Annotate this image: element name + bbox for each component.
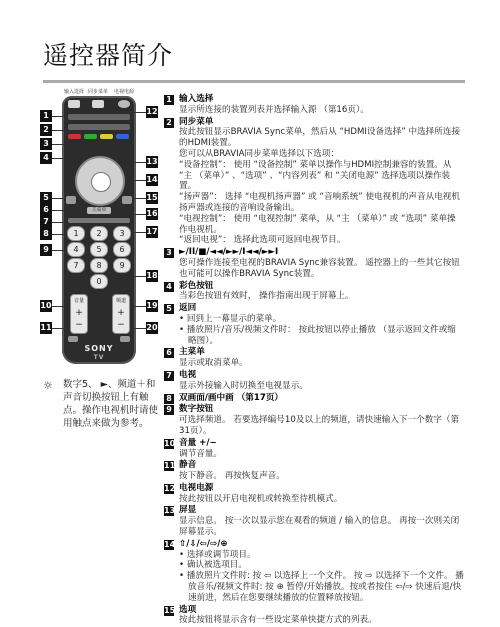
item-heading: 电视 <box>179 369 197 380</box>
item-bullet <box>179 550 464 561</box>
volume-label: 音量 <box>73 298 84 304</box>
key-8[interactable]: 8 <box>90 258 108 273</box>
dpad-center-button[interactable] <box>91 172 111 192</box>
channel-label: 频道 <box>115 298 126 304</box>
item-text: 当彩色按钮有效时， 操作指南出现于屏幕上。 <box>179 291 354 302</box>
key-4[interactable]: 4 <box>67 242 85 257</box>
item-text: 调节音量。 <box>179 448 222 459</box>
power-button[interactable] <box>118 100 130 108</box>
leader-line <box>134 276 146 277</box>
page-title: 遥控器简介 <box>43 41 174 70</box>
key-5[interactable]: 5 <box>90 242 108 257</box>
description-item <box>164 438 464 460</box>
leader-line <box>134 162 146 163</box>
bullet-text: 回到上一幕显示的菜单。 <box>186 313 282 324</box>
label-1: 1 <box>40 110 52 122</box>
leader-line <box>134 232 146 233</box>
item-text: 显示外接输入时切换至电视显示。 <box>179 380 308 391</box>
title-rule <box>43 80 465 83</box>
description-item <box>164 393 464 404</box>
description-item <box>164 94 464 116</box>
label-18: 18 <box>146 271 158 280</box>
item-number: 5 <box>164 304 174 314</box>
item-heading: 返回 <box>179 303 197 314</box>
label-3: 3 <box>40 138 52 150</box>
bullet-text: 播放照片文件时: 按 ⇦ 以选择上一个文件。 按 ⇨ 以选择下一个文件。 播放音乐/视频文件时: 按 ⊕ 暂停/开始播放。按或者按住 ⇦/⇨ 快速后退/快速前进，然后在您要继续播放的位置释放按钮。 <box>186 571 464 603</box>
item-bullet <box>179 560 464 571</box>
description-item <box>164 404 464 436</box>
tip-note <box>43 378 163 430</box>
key-0[interactable]: 0 <box>90 274 108 289</box>
leader-line <box>134 306 146 307</box>
remote-illustration <box>40 89 160 366</box>
sony-logo: SONY <box>84 344 114 353</box>
sync-top-label: 同步菜单 <box>88 89 109 95</box>
item-heading: 屏显 <box>179 505 197 516</box>
label-5: 5 <box>40 192 52 204</box>
description-item <box>164 370 464 392</box>
item-text: 您可操作连接至电视的BRAVIA Sync兼容装置。 遥控器上的一些其它按钮也可能可以操作BRAVIA Sync装置。 <box>179 257 460 279</box>
bullet-text: 选择或调节项目。 <box>186 549 256 560</box>
volume-rocker[interactable]: 音量 + − <box>70 294 88 334</box>
leader-line <box>52 250 64 251</box>
leader-line <box>52 328 64 329</box>
label-13: 13 <box>146 157 158 166</box>
item-number: 9 <box>164 405 174 415</box>
item-number: 15 <box>164 605 176 615</box>
green-button[interactable] <box>84 134 97 139</box>
bullet-dot: • <box>179 313 187 324</box>
label-2: 2 <box>40 124 52 136</box>
leader-line <box>52 144 64 145</box>
item-number: 4 <box>164 282 174 292</box>
playback-buttons[interactable] <box>68 114 130 120</box>
leader-line <box>52 234 64 235</box>
item-heading: 数字按钮 <box>179 404 214 415</box>
item-text: “扬声器”： 选择 “电视机扬声器” 或 “音响系统” 使电视机的声音从电视机扬声器或连接的音响设备输出。 <box>179 192 460 213</box>
item-text: “设备控制”： 使用 “设备控制” 菜单以操作与HDMI控制兼容的装置。从 “主 （菜单）” 、“选项” 、“内容列表” 和 “关闭电源” 选择选项以操作装置。 <box>179 159 452 192</box>
item-bullet <box>179 325 464 347</box>
leader-line <box>52 158 64 159</box>
leader-line <box>134 214 146 215</box>
item-text: 按此按钮显示BRAVIA Sync菜单，然后从 “HDMI设备选择” 中选择所连接的HDMI装置。 <box>179 127 461 149</box>
label-14: 14 <box>146 175 158 184</box>
description-item <box>164 303 464 346</box>
lightbulb-icon: ☼ <box>43 379 53 392</box>
options-button[interactable] <box>122 196 132 204</box>
item-number: 8 <box>164 394 174 404</box>
yellow-button[interactable] <box>100 134 113 139</box>
item-heading: ►/II/■/◄◄/►►/I◄◄/►►I <box>179 247 279 258</box>
label-8: 8 <box>40 228 52 240</box>
description-item <box>164 117 464 247</box>
button-descriptions <box>164 94 464 627</box>
leader-line <box>52 116 64 117</box>
input-button[interactable] <box>68 100 80 108</box>
item-heading: 音量 +/− <box>179 437 217 448</box>
item-number: 3 <box>164 248 174 258</box>
tv-pip-buttons[interactable] <box>68 218 130 223</box>
item-number: 6 <box>164 348 174 358</box>
item-number: 7 <box>164 371 174 381</box>
item-heading: 静音 <box>179 460 197 471</box>
leader-line <box>134 112 146 113</box>
item-text: 显示所连接的装置列表并选择输入源 （第16页）。 <box>179 104 369 115</box>
item-text: 按此按钮以开启电视机或转换至待机模式。 <box>179 493 343 504</box>
item-heading: 双画面/画中画 （第17页） <box>179 392 284 403</box>
channel-rocker[interactable]: 频道 + − <box>112 294 130 334</box>
description-item <box>164 505 464 537</box>
power-top-label: 电视电源 <box>114 89 135 95</box>
label-20: 20 <box>146 323 158 332</box>
label-7: 7 <box>40 216 52 228</box>
red-button[interactable] <box>68 134 81 139</box>
tv-button[interactable] <box>120 336 130 342</box>
description-item <box>164 539 464 604</box>
item-number: 14 <box>164 539 176 549</box>
home-button[interactable]: 主菜单 <box>87 207 111 214</box>
key-7[interactable]: 7 <box>67 258 85 273</box>
label-19: 19 <box>146 301 158 310</box>
label-11: 11 <box>40 323 52 332</box>
leader-line <box>52 198 64 199</box>
bullet-text: 确认被选项目。 <box>186 560 247 571</box>
description-item <box>164 605 464 627</box>
key-3[interactable]: 3 <box>113 226 131 241</box>
input-top-label: 输入选择 <box>64 89 85 95</box>
item-heading: 输入选择 <box>179 94 214 104</box>
item-text: 您可以从BRAVIA同步菜单选择以下选项： <box>179 148 340 159</box>
item-text: “电视控制”： 使用 “电视控制” 菜单，从 “主 （菜单）” 或 “选项” 菜单操作电视机。 <box>179 213 456 235</box>
item-number: 12 <box>164 483 176 493</box>
label-4: 4 <box>40 152 52 164</box>
item-text: 显示或取消菜单。 <box>179 358 248 369</box>
remote-body <box>62 89 136 364</box>
key-2[interactable]: 2 <box>90 226 108 241</box>
description-item <box>164 483 464 505</box>
leader-line <box>52 210 64 211</box>
sync-menu-button[interactable] <box>92 100 104 108</box>
key-1[interactable]: 1 <box>67 226 85 241</box>
item-number: 1 <box>164 95 174 105</box>
playback-buttons-2[interactable] <box>68 124 130 130</box>
item-text: 按下静音。 再按恢复声音。 <box>179 471 285 482</box>
bullet-dot: • <box>179 571 187 582</box>
item-heading: 主菜单 <box>179 347 205 358</box>
item-text: 显示信息。 按一次以显示您在观看的频道 / 输入的信息。 再按一次则关闭屏幕显示。 <box>179 516 460 538</box>
leader-line <box>134 198 146 199</box>
label-12: 12 <box>146 107 158 116</box>
item-heading: ⇧/⇩/⇦/⇨/⊕ <box>179 538 228 549</box>
tv-label: TV <box>93 354 105 361</box>
item-number: 2 <box>164 118 174 128</box>
item-heading: 彩色按钮 <box>179 280 214 291</box>
label-6: 6 <box>40 204 52 216</box>
bullet-dot: • <box>179 324 187 335</box>
description-item <box>164 247 464 279</box>
key-6[interactable]: 6 <box>113 242 131 257</box>
leader-line <box>134 180 146 181</box>
item-heading: 选项 <box>179 604 197 615</box>
return-button[interactable] <box>66 196 76 204</box>
leader-line <box>52 222 64 223</box>
item-text: 按此按钮将显示含有一些设定菜单快捷方式的列表。 <box>179 615 377 626</box>
bullet-dot: • <box>179 549 187 560</box>
label-9: 9 <box>40 244 52 256</box>
item-heading: 同步菜单 <box>179 116 214 127</box>
item-heading: 电视电源 <box>179 482 214 493</box>
label-10: 10 <box>40 301 52 310</box>
blue-button[interactable] <box>116 134 129 139</box>
key-9[interactable]: 9 <box>113 258 131 273</box>
item-bullet <box>179 571 464 603</box>
dpad[interactable] <box>75 156 125 206</box>
bullet-dot: • <box>179 560 187 571</box>
leader-line <box>52 306 64 307</box>
item-text: “返回电视”： 选择此选项可返回电视节目。 <box>179 235 346 246</box>
item-bullet <box>179 314 464 325</box>
item-number: 10 <box>164 438 176 448</box>
item-number: 13 <box>164 506 176 516</box>
mute-button[interactable] <box>68 336 78 342</box>
leader-line <box>52 130 64 131</box>
description-item <box>164 281 464 303</box>
label-15: 15 <box>146 193 158 202</box>
description-item <box>164 347 464 369</box>
label-16: 16 <box>146 209 158 218</box>
bullet-text: 播放照片/音乐/视频文件时： 按此按钮以停止播放 （显示返回文件或缩略图）。 <box>186 324 456 346</box>
description-item <box>164 460 464 482</box>
tip-text: 数字5、 ►、频道＋和声音切换按钮上有触点。操作电视机时请使用触点来做为参考。 <box>63 379 159 429</box>
leader-line <box>134 328 146 329</box>
label-17: 17 <box>146 227 158 236</box>
item-number: 11 <box>164 461 176 471</box>
item-text: 可选择频道。 若要选择编号10及以上的频道，请快速输入下一个数字（第31页）。 <box>179 415 460 436</box>
